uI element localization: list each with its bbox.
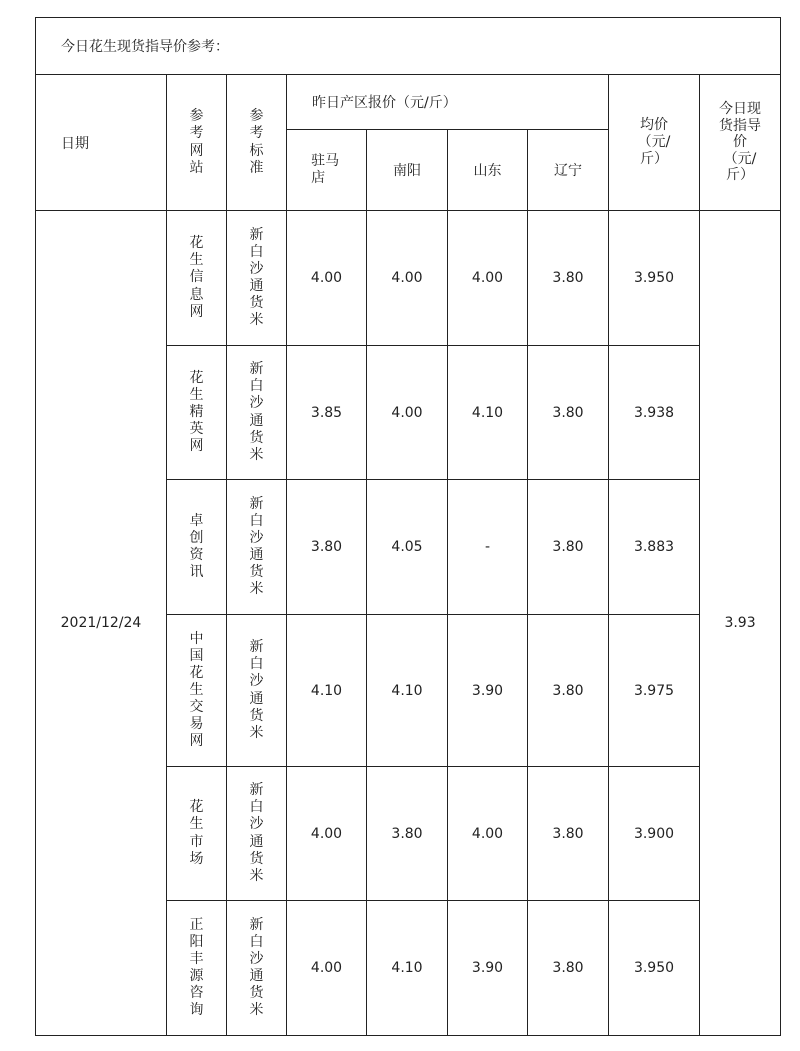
avg-price: 3.975 xyxy=(609,615,700,767)
price-liaoning: 3.80 xyxy=(528,615,609,767)
price-liaoning: 3.80 xyxy=(528,480,609,615)
standard-cell: 新白沙通货米 xyxy=(227,901,287,1036)
header-guide-price: 今日现货指导价（元/斤） xyxy=(700,75,781,211)
caption-row xyxy=(36,18,781,75)
price-liaoning: 3.80 xyxy=(528,901,609,1036)
price-shandong: 4.10 xyxy=(448,346,528,480)
header-avg: 均价（元/斤） xyxy=(609,75,700,211)
price-shandong: 3.90 xyxy=(448,901,528,1036)
price-nanyang: 4.10 xyxy=(367,615,448,767)
header-row-1 xyxy=(36,75,781,130)
avg-price: 3.950 xyxy=(609,211,700,346)
site-cell: 正阳丰源咨询 xyxy=(167,901,227,1036)
guide-price-cell: 3.93 xyxy=(700,211,781,1036)
price-nanyang: 3.80 xyxy=(367,767,448,901)
site-cell: 花生市场 xyxy=(167,767,227,901)
price-zhumadian: 3.80 xyxy=(287,480,367,615)
avg-price: 3.900 xyxy=(609,767,700,901)
header-site: 参考网站 xyxy=(167,75,227,211)
standard-cell: 新白沙通货米 xyxy=(227,480,287,615)
price-table xyxy=(35,17,781,1036)
header-region-group: 昨日产区报价（元/斤） xyxy=(287,75,609,130)
site-cell: 卓创资讯 xyxy=(167,480,227,615)
price-liaoning: 3.80 xyxy=(528,767,609,901)
avg-price: 3.950 xyxy=(609,901,700,1036)
header-region-liaoning: 辽宁 xyxy=(528,130,609,211)
header-standard: 参考标准 xyxy=(227,75,287,211)
price-nanyang: 4.00 xyxy=(367,346,448,480)
price-zhumadian: 4.10 xyxy=(287,615,367,767)
header-date: 日期 xyxy=(36,75,167,211)
price-shandong: - xyxy=(448,480,528,615)
price-shandong: 3.90 xyxy=(448,615,528,767)
standard-cell: 新白沙通货米 xyxy=(227,615,287,767)
price-zhumadian: 4.00 xyxy=(287,767,367,901)
price-liaoning: 3.80 xyxy=(528,211,609,346)
table-caption: 今日花生现货指导价参考： xyxy=(36,18,781,75)
price-nanyang: 4.05 xyxy=(367,480,448,615)
site-cell: 花生信息网 xyxy=(167,211,227,346)
standard-cell: 新白沙通货米 xyxy=(227,346,287,480)
price-zhumadian: 4.00 xyxy=(287,901,367,1036)
price-nanyang: 4.10 xyxy=(367,901,448,1036)
site-cell: 中国花生交易网 xyxy=(167,615,227,767)
table-row xyxy=(36,211,781,346)
price-shandong: 4.00 xyxy=(448,767,528,901)
price-zhumadian: 4.00 xyxy=(287,211,367,346)
standard-cell: 新白沙通货米 xyxy=(227,767,287,901)
header-region-zhumadian: 驻马店 xyxy=(287,130,367,211)
avg-price: 3.938 xyxy=(609,346,700,480)
avg-price: 3.883 xyxy=(609,480,700,615)
site-cell: 花生精英网 xyxy=(167,346,227,480)
header-region-shandong: 山东 xyxy=(448,130,528,211)
standard-cell: 新白沙通货米 xyxy=(227,211,287,346)
price-shandong: 4.00 xyxy=(448,211,528,346)
price-liaoning: 3.80 xyxy=(528,346,609,480)
price-nanyang: 4.00 xyxy=(367,211,448,346)
date-cell: 2021/12/24 xyxy=(36,211,167,1036)
price-zhumadian: 3.85 xyxy=(287,346,367,480)
header-region-nanyang: 南阳 xyxy=(367,130,448,211)
